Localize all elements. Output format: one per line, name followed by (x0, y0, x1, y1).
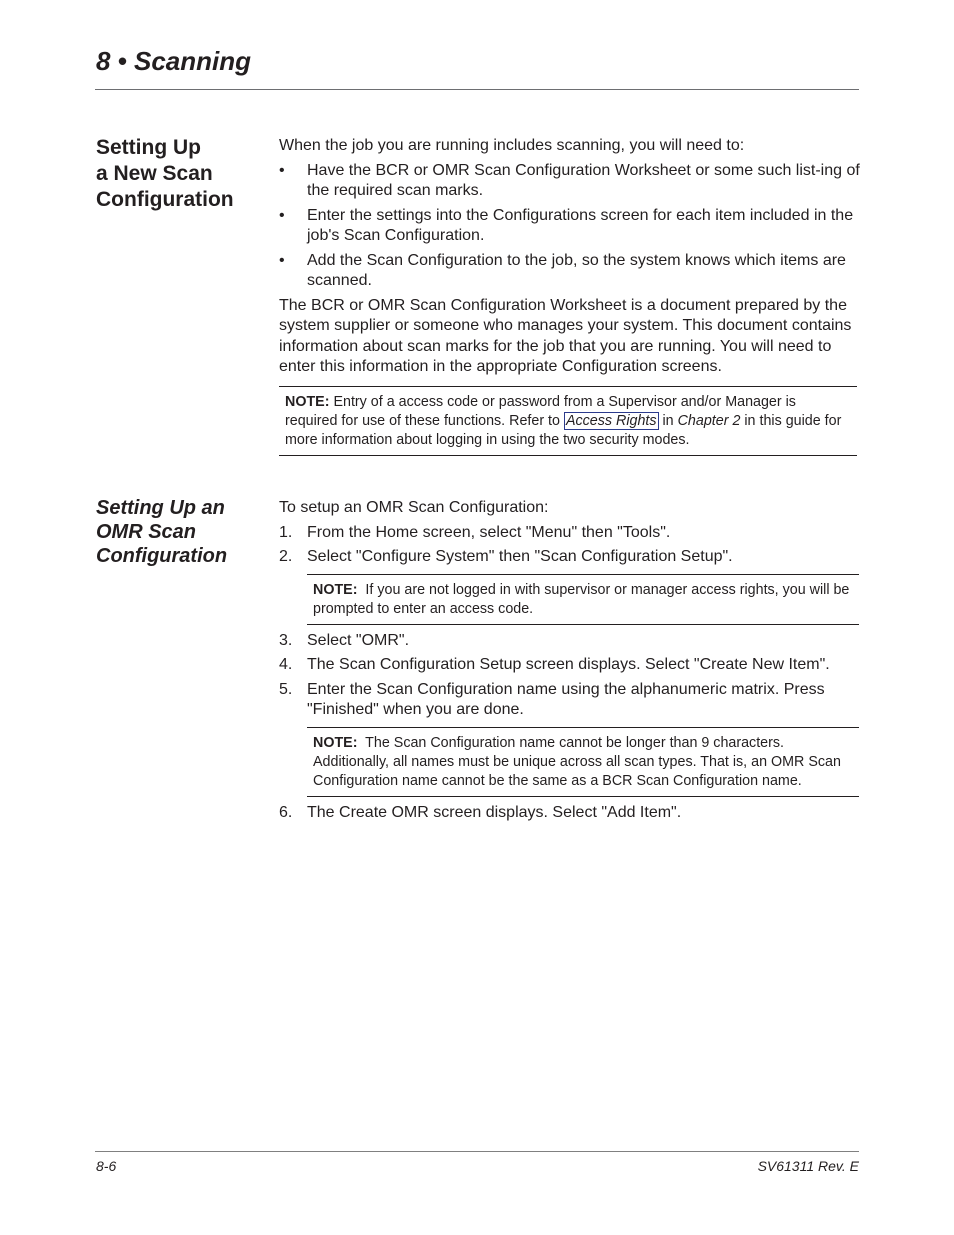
worksheet-paragraph: The BCR or OMR Scan Configuration Worksheet is a document prepared by the system supplier or someone who manages your system. This document contains information about scan marks for the job that you are running. You will need to enter this information in the appropriate Configuration screens. (279, 296, 852, 375)
bullet-mark: • (279, 206, 285, 224)
note-text: The Scan Configuration name cannot be longer than 9 characters. Additionally, all names must be unique across all scan types. That is, an OMR Scan Configuration name cannot be the same as a BCR Scan Configuration name. (313, 734, 845, 789)
step-number: 1. (279, 523, 293, 541)
heading-line: Configuration (96, 188, 234, 211)
step-item (279, 680, 860, 721)
note-text: Entry of a access code or password from a Supervisor and/or Manager is required for use of these functions. Refer to (285, 393, 796, 429)
header-rule (95, 89, 859, 90)
step-text: From the Home screen, select "Menu" then "Tools". (307, 523, 671, 541)
footer-rule (95, 1151, 859, 1152)
section1-body (279, 136, 860, 456)
heading-line: OMR Scan (96, 521, 197, 543)
heading-line: a New Scan (96, 162, 213, 185)
note-text: in this guide for more information about logging in using the two security modes. (285, 412, 842, 448)
step-item (279, 655, 860, 676)
requirements-list (279, 161, 860, 292)
list-item (279, 251, 860, 292)
step-text: Select "OMR". (307, 631, 410, 649)
page-number: 8-6 (96, 1158, 117, 1174)
bullet-mark: • (279, 161, 285, 179)
step-text: The Create OMR screen displays. Select "Add Item". (307, 803, 682, 821)
access-note (279, 386, 857, 456)
list-item-text: Have the BCR or OMR Scan Configuration Worksheet or some such list-ing of the required scan marks. (307, 161, 860, 199)
list-item (279, 161, 860, 202)
heading-line: Setting Up (96, 136, 201, 159)
step-number: 5. (279, 680, 293, 698)
heading-line: Configuration (96, 545, 228, 567)
chapter-reference: Chapter 2 (677, 412, 741, 429)
note-label: NOTE: (313, 581, 358, 598)
list-item (279, 206, 860, 247)
steps-list (279, 631, 860, 721)
list-item-text: Add the Scan Configuration to the job, so the system knows which items are scanned. (307, 251, 846, 289)
step-item (279, 547, 860, 568)
note-label: NOTE: (285, 393, 330, 410)
note-label: NOTE: (313, 734, 358, 751)
step-text: Enter the Scan Configuration name using the alphanumeric matrix. Press "Finished" when you are done. (307, 680, 825, 718)
section2-body (279, 498, 860, 823)
note-text: If you are not logged in with supervisor or manager access rights, you will be prompted to enter an access code. (313, 581, 854, 617)
bullet-mark: • (279, 251, 285, 269)
steps-list (279, 523, 860, 568)
step-text: Select "Configure System" then "Scan Configuration Setup". (307, 548, 733, 565)
step-text: The Scan Configuration Setup screen displays. Select "Create New Item". (307, 656, 830, 673)
step-number: 3. (279, 631, 293, 649)
section2-intro: To setup an OMR Scan Configuration: (279, 499, 549, 516)
chapter-title: 8 • Scanning (96, 46, 252, 76)
name-length-note (307, 727, 859, 797)
section-heading-omr-scan-config (96, 496, 266, 568)
step-item (279, 803, 860, 824)
list-item-text: Enter the settings into the Configurations screen for each item included in the job's Scan Configuration. (307, 206, 854, 244)
step-number: 4. (279, 656, 293, 673)
step-number: 2. (279, 548, 293, 565)
document-id: SV61311 Rev. E (757, 1158, 859, 1174)
heading-line: Setting Up an (96, 497, 225, 519)
note-text: in (658, 412, 678, 429)
step-item (279, 631, 860, 652)
access-code-note (307, 574, 859, 625)
access-rights-link[interactable]: Access Rights (565, 412, 657, 429)
steps-list (279, 803, 860, 824)
section1-intro: When the job you are running includes scanning, you will need to: (279, 137, 745, 154)
section-heading-new-scan-config (96, 135, 266, 213)
step-item (279, 523, 860, 544)
step-number: 6. (279, 803, 293, 821)
